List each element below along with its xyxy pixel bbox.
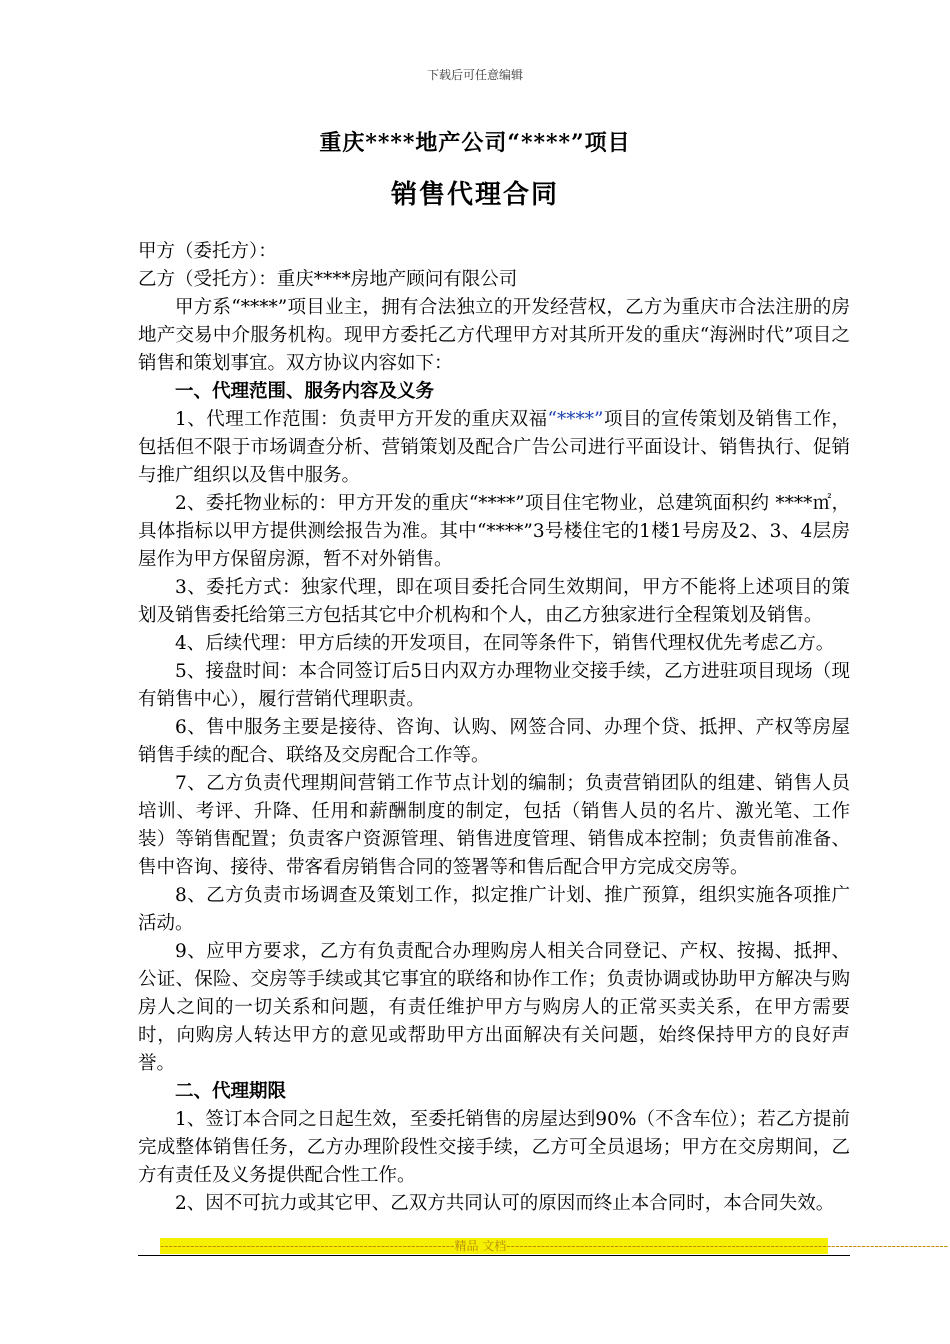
footer-rule bbox=[138, 1255, 850, 1256]
section1-item2: 2、委托物业标的：甲方开发的重庆“****”项目住宅物业，总建筑面积约 ****㎡，具体指标以甲方提供测绘报告为准。其中“****”3号楼住宅的1楼1号房及2、3、4层房屋作为甲方保留房源，暂不对外销售。 bbox=[138, 493, 850, 570]
item1-project-name: “****” bbox=[547, 409, 604, 430]
header-note: 下载后可任意编辑 bbox=[426, 68, 523, 82]
document-title-line1: 重庆****地产公司“****”项目 bbox=[319, 130, 631, 156]
section1-item8: 8、乙方负责市场调查及策划工作，拟定推广计划、推广预算，组织实施各项推广活动。 bbox=[138, 885, 850, 934]
footer-dashes-right: ------------------------------------------------------------------------------------------------------ bbox=[506, 1239, 948, 1253]
section2-item2: 2、因不可抗力或其它甲、乙双方共同认可的原因而终止本合同时，本合同失效。 bbox=[175, 1193, 835, 1214]
section1-item4: 4、后续代理：甲方后续的开发项目，在同等条件下，销售代理权优先考虑乙方。 bbox=[175, 633, 835, 654]
section1-item7: 7、乙方负责代理期间营销工作节点计划的编制；负责营销团队的组建、销售人员培训、考评、升降、任用和薪酬制度的制定，包括（销售人员的名片、激光笔、工作装）等销售配置；负责客户资源管理、销售进度管理、销售成本控制；负责售前准备、售中咨询、接待、带客看房销售合同的签署等和售后配合甲方完成交房等。 bbox=[138, 773, 850, 878]
footer-dashes-left: -------------------------------------------------------------------- bbox=[160, 1239, 455, 1253]
section1-heading: 一、代理范围、服务内容及义务 bbox=[175, 381, 435, 402]
section1-item5: 5、接盘时间：本合同签订后5日内双方办理物业交接手续，乙方进驻项目现场（现有销售中心），履行营销代理职责。 bbox=[138, 661, 850, 710]
section1-item9: 9、应甲方要求，乙方有负责配合办理购房人相关合同登记、产权、按揭、抵押、公证、保险、交房等手续或其它事宜的联络和协作工作；负责协调或协助甲方解决与购房人之间的一切关系和问题，有责任维护甲方与购房人的正常买卖关系，在甲方需要时，向购房人转达甲方的意见或帮助甲方出面解决有关问题，始终保持甲方的良好声誉。 bbox=[138, 941, 850, 1074]
section1-item6: 6、售中服务主要是接待、咨询、认购、网签合同、办理个贷、抵押、产权等房屋销售手续的配合、联络及交房配合工作等。 bbox=[138, 717, 850, 766]
section1-item3: 3、委托方式：独家代理，即在项目委托合同生效期间，甲方不能将上述项目的策划及销售委托给第三方包括其它中介机构和个人，由乙方独家进行全程策划及销售。 bbox=[138, 577, 850, 626]
item1-text-before: 1、代理工作范围：负责甲方开发的重庆双福 bbox=[175, 409, 548, 430]
intro-paragraph: 甲方系“****”项目业主，拥有合法独立的开发经营权，乙方为重庆市合法注册的房地产交易中介服务机构。现甲方委托乙方代理甲方对其所开发的重庆“海洲时代”项目之销售和策划事宜。双方协议内容如下： bbox=[138, 297, 850, 374]
contract-body bbox=[138, 238, 850, 1218]
footer-banner bbox=[160, 1238, 948, 1254]
party-a: 甲方（委托方）： bbox=[138, 241, 277, 262]
section1-item1 bbox=[138, 406, 850, 490]
footer-label: 精品 文档 bbox=[454, 1239, 507, 1253]
item1-text-after: 项目的宣传策划及销售工作，包括但不限于市场调查分析、营销策划及配合广告公司进行平面设计、销售执行、促销与推广组织以及售中服务。 bbox=[138, 409, 850, 486]
document-title-line2: 销售代理合同 bbox=[390, 180, 559, 210]
section2-heading: 二、代理期限 bbox=[175, 1081, 287, 1102]
section2-item1: 1、签订本合同之日起生效，至委托销售的房屋达到90%（不含车位）；若乙方提前完成整体销售任务，乙方办理阶段性交接手续，乙方可全员退场；甲方在交房期间，乙方有责任及义务提供配合性工作。 bbox=[138, 1109, 850, 1186]
party-b: 乙方（受托方）：重庆****房地产顾问有限公司 bbox=[138, 269, 518, 290]
